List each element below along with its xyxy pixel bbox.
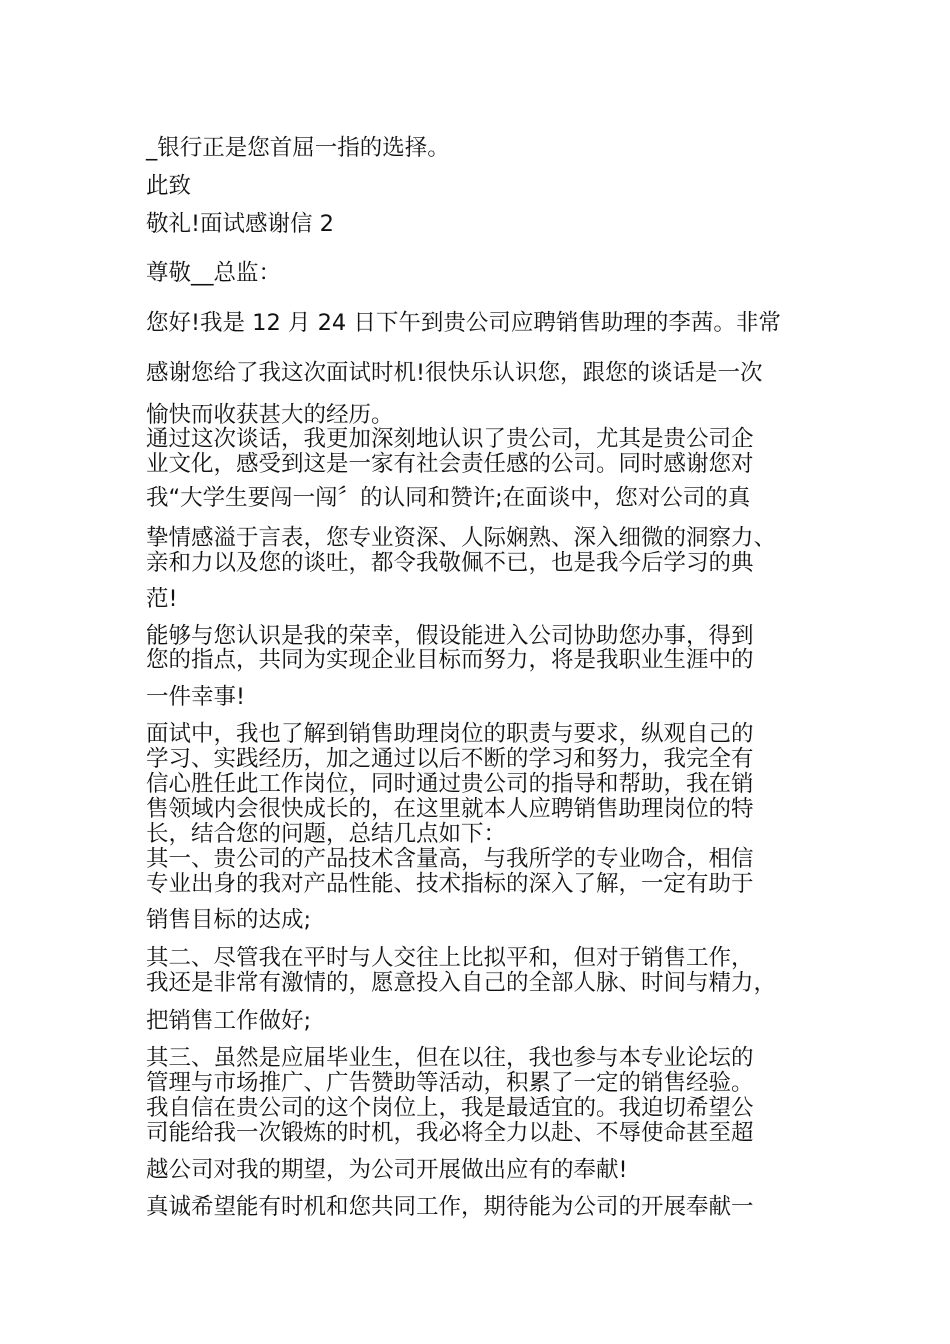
text-line: 学习、实践经历，加之通过以后不断的学习和努力，我完全有	[146, 746, 754, 772]
text-line: 我自信在贵公司的这个岗位上，我是最适宜的。我迫切希望公	[146, 1095, 754, 1121]
text-line: 感谢您给了我这次面试时机!很快乐认识您，跟您的谈话是一次	[146, 360, 763, 386]
text-line: 其二、尽管我在平时与人交往上比拟平和，但对于销售工作，	[146, 945, 754, 971]
text-line: 真诚希望能有时机和您共同工作，期待能为公司的开展奉献一	[146, 1194, 754, 1220]
text-line: 其三、虽然是应届毕业生，但在以往，我也参与本专业论坛的	[146, 1045, 754, 1071]
text-line: 面试中，我也了解到销售助理岗位的职责与要求，纵观自己的	[146, 721, 754, 747]
text-line: 司能给我一次锻炼的时机，我必将全力以赴、不辱使命甚至超	[146, 1120, 754, 1146]
text-line: 亲和力以及您的谈吐，都令我敬佩不已，也是我今后学习的典	[146, 550, 754, 576]
text-line: 能够与您认识是我的荣幸，假设能进入公司协助您办事，得到	[146, 623, 754, 649]
text-line: 通过这次谈话，我更加深刻地认识了贵公司，尤其是贵公司企	[146, 426, 754, 452]
text-line: 愉快而收获甚大的经历。	[146, 402, 394, 428]
text-line: 把销售工作做好;	[146, 1008, 312, 1034]
text-line: 其一、贵公司的产品技术含量高，与我所学的专业吻合，相信	[146, 846, 754, 872]
text-line: 信心胜任此工作岗位，同时通过贵公司的指导和帮助，我在销	[146, 771, 754, 797]
text-line: 长，结合您的问题，总结几点如下：	[146, 821, 507, 847]
text-line: _银行正是您首屈一指的选择。	[146, 135, 450, 161]
text-line: 您的指点，共同为实现企业目标而努力，将是我职业生涯中的	[146, 647, 754, 673]
text-line: 售领域内会很快成长的，在这里就本人应聘销售助理岗位的特	[146, 796, 754, 822]
text-line: 业文化，感受到这是一家有社会责任感的公司。同时感谢您对	[146, 451, 754, 477]
text-line: 范!	[146, 586, 178, 612]
text-line: 专业出身的我对产品性能、技术指标的深入了解，一定有助于	[146, 871, 754, 897]
text-line: 销售目标的达成;	[146, 907, 312, 933]
text-line: 敬礼!面试感谢信 2	[146, 211, 334, 237]
text-line: 一件幸事!	[146, 684, 246, 710]
text-line: 您好!我是 12 月 24 日下午到贵公司应聘销售助理的李茜。非常	[146, 310, 781, 336]
text-line: 越公司对我的期望，为公司开展做出应有的奉献!	[146, 1157, 628, 1183]
text-line: 管理与市场推广、广告赞助等活动，积累了一定的销售经验。	[146, 1070, 754, 1096]
text-line: 尊敬__总监：	[146, 260, 282, 286]
text-line: 挚情感溢于言表，您专业资深、人际娴熟、深入细微的洞察力、	[146, 525, 777, 551]
text-line: 此致	[146, 173, 192, 199]
text-line: 我还是非常有激情的，愿意投入自己的全部人脉、时间与精力，	[146, 970, 777, 996]
text-line: 我“大学生要闯一闯〞的认同和赞许;在面谈中，您对公司的真	[146, 485, 751, 511]
